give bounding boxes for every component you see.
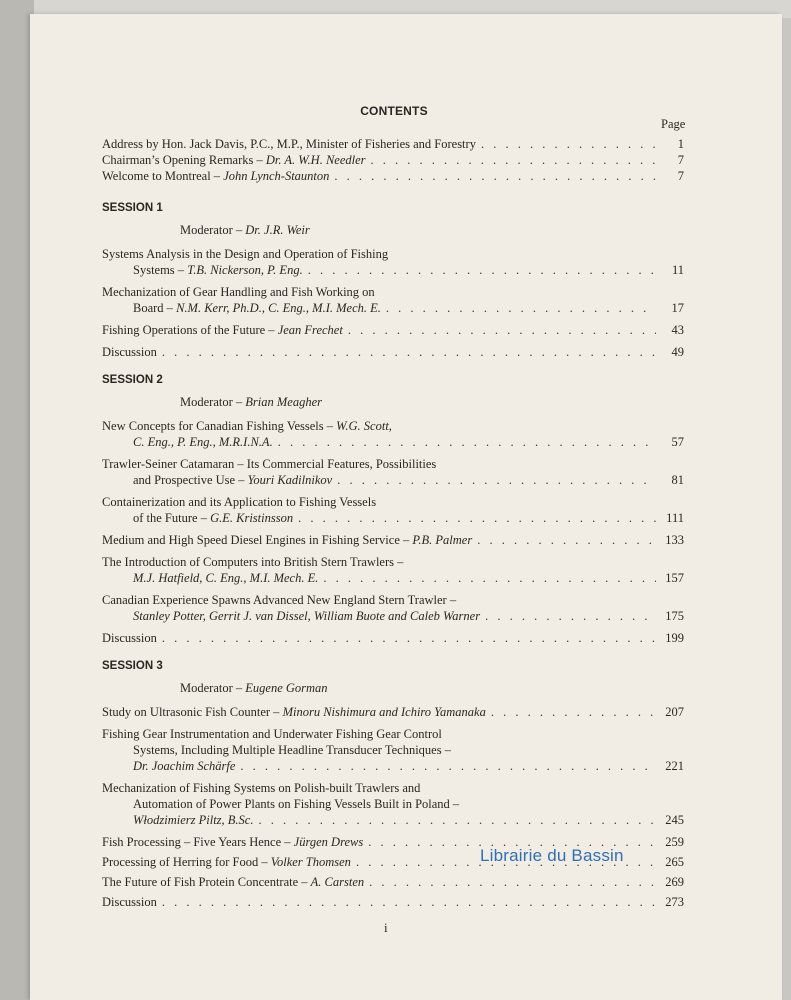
toc-entry: Fishing Gear Instrumentation and Underwater Fishing Gear Control Systems, Including Multiple Headline Transducer Techniques – Dr. Joachim Schärfe . . . 221 (102, 726, 684, 774)
leader-dots (278, 434, 656, 450)
toc-entry: Mechanization of Fishing Systems on Polish-built Trawlers and Automation of Power Plants on Fishing Vessels Built in Poland – Włodzimierz Piltz, B.Sc. . . . 245 (102, 780, 684, 828)
leader-dots (298, 510, 656, 526)
toc-entry: Canadian Experience Spawns Advanced New England Stern Trawler – Stanley Potter, Gerrit J. van Dissel, William Buote and Caleb Warner . . . 175 (102, 592, 684, 624)
toc-entry: Processing of Herring for Food – Volker Thomsen . . . 265 (102, 854, 684, 870)
session-heading: SESSION 1 (102, 202, 163, 214)
leader-dots (162, 630, 656, 646)
leader-dots (371, 152, 656, 168)
toc-entry: Discussion . . . 199 (102, 630, 684, 646)
leader-dots (258, 812, 656, 828)
toc-entry: Fish Processing – Five Years Hence – Jürgen Drews . . . 259 (102, 834, 684, 850)
leader-dots (162, 344, 656, 360)
watermark: Librairie du Bassin (480, 846, 624, 865)
toc-entry: Address by Hon. Jack Davis, P.C., M.P., Minister of Fisheries and Forestry . . . 1 (102, 136, 684, 152)
page-ref: 7 (677, 153, 684, 167)
leader-dots (477, 532, 656, 548)
leader-dots (308, 262, 656, 278)
page-ref: 81 (671, 473, 684, 487)
page-ref: 111 (666, 511, 684, 525)
leader-dots (481, 136, 656, 152)
page-ref: 199 (665, 631, 684, 645)
toc-entry: Medium and High Speed Diesel Engines in Fishing Service – P.B. Palmer . . . 133 (102, 532, 684, 548)
leader-dots (485, 608, 656, 624)
toc-entry: Trawler-Seiner Catamaran – Its Commercial Features, Possibilities and Prospective Use – Youri Kadilnikov . . . 81 (102, 456, 684, 488)
session-heading: SESSION 3 (102, 660, 163, 672)
page-ref: 11 (671, 263, 684, 277)
page-ref: 245 (665, 813, 684, 827)
page-ref: 269 (665, 875, 684, 889)
page-ref: 133 (665, 533, 684, 547)
toc-entry: Discussion . . . 49 (102, 344, 684, 360)
page-ref: 221 (665, 759, 684, 773)
page-ref: 1 (677, 137, 684, 151)
leader-dots (369, 874, 656, 890)
page-ref: 43 (671, 323, 684, 337)
toc-entry: The Future of Fish Protein Concentrate – A. Carsten . . . 269 (102, 874, 684, 890)
page-column-label: Page (661, 117, 686, 131)
session-heading: SESSION 2 (102, 374, 163, 386)
page-ref: 17 (671, 301, 684, 315)
leader-dots (337, 472, 656, 488)
toc-entry: Containerization and its Application to Fishing Vessels of the Future – G.E. Kristinsson . . . 111 (102, 494, 684, 526)
page-number: i (384, 920, 388, 935)
moderator-line: Moderator – Brian Meagher (180, 395, 322, 409)
toc-entry: Fishing Operations of the Future – Jean Frechet . . . 43 (102, 322, 684, 338)
page-ref: 57 (671, 435, 684, 449)
page-ref: 207 (665, 705, 684, 719)
toc-entry: The Introduction of Computers into British Stern Trawlers – M.J. Hatfield, C. Eng., M.I. Mech. E. . . . 157 (102, 554, 684, 586)
leader-dots (162, 894, 656, 910)
toc-entry: Welcome to Montreal – John Lynch-Staunton . . . 7 (102, 168, 684, 184)
toc-entry: Mechanization of Gear Handling and Fish Working on Board – N.M. Kerr, Ph.D., C. Eng., M.I. Mech. E. . . . 17 (102, 284, 684, 316)
page-title: CONTENTS (360, 104, 428, 118)
intro-section (102, 136, 684, 184)
moderator-line: Moderator – Dr. J.R. Weir (180, 223, 310, 237)
leader-dots (323, 570, 656, 586)
background-left (0, 0, 34, 1000)
leader-dots (491, 704, 656, 720)
page-ref: 157 (665, 571, 684, 585)
page-ref: 259 (665, 835, 684, 849)
page-ref: 49 (671, 345, 684, 359)
page-ref: 7 (677, 169, 684, 183)
toc-entry: Study on Ultrasonic Fish Counter – Minoru Nishimura and Ichiro Yamanaka . . . 207 (102, 704, 684, 720)
page-ref: 265 (665, 855, 684, 869)
toc-entry: Systems Analysis in the Design and Operation of Fishing Systems – T.B. Nickerson, P. Eng. . . . 11 (102, 246, 684, 278)
leader-dots (386, 300, 656, 316)
toc-entry: New Concepts for Canadian Fishing Vessels – W.G. Scott, C. Eng., P. Eng., M.R.I.N.A. . . . 57 (102, 418, 684, 450)
page-ref: 273 (665, 895, 684, 909)
table-of-contents (102, 136, 684, 916)
toc-entry: Discussion . . . 273 (102, 894, 684, 910)
moderator-line: Moderator – Eugene Gorman (180, 681, 328, 695)
leader-dots (240, 758, 656, 774)
page-ref: 175 (665, 609, 684, 623)
toc-entry: Chairman’s Opening Remarks – Dr. A. W.H. Needler . . . 7 (102, 152, 684, 168)
leader-dots (334, 168, 656, 184)
leader-dots (348, 322, 656, 338)
